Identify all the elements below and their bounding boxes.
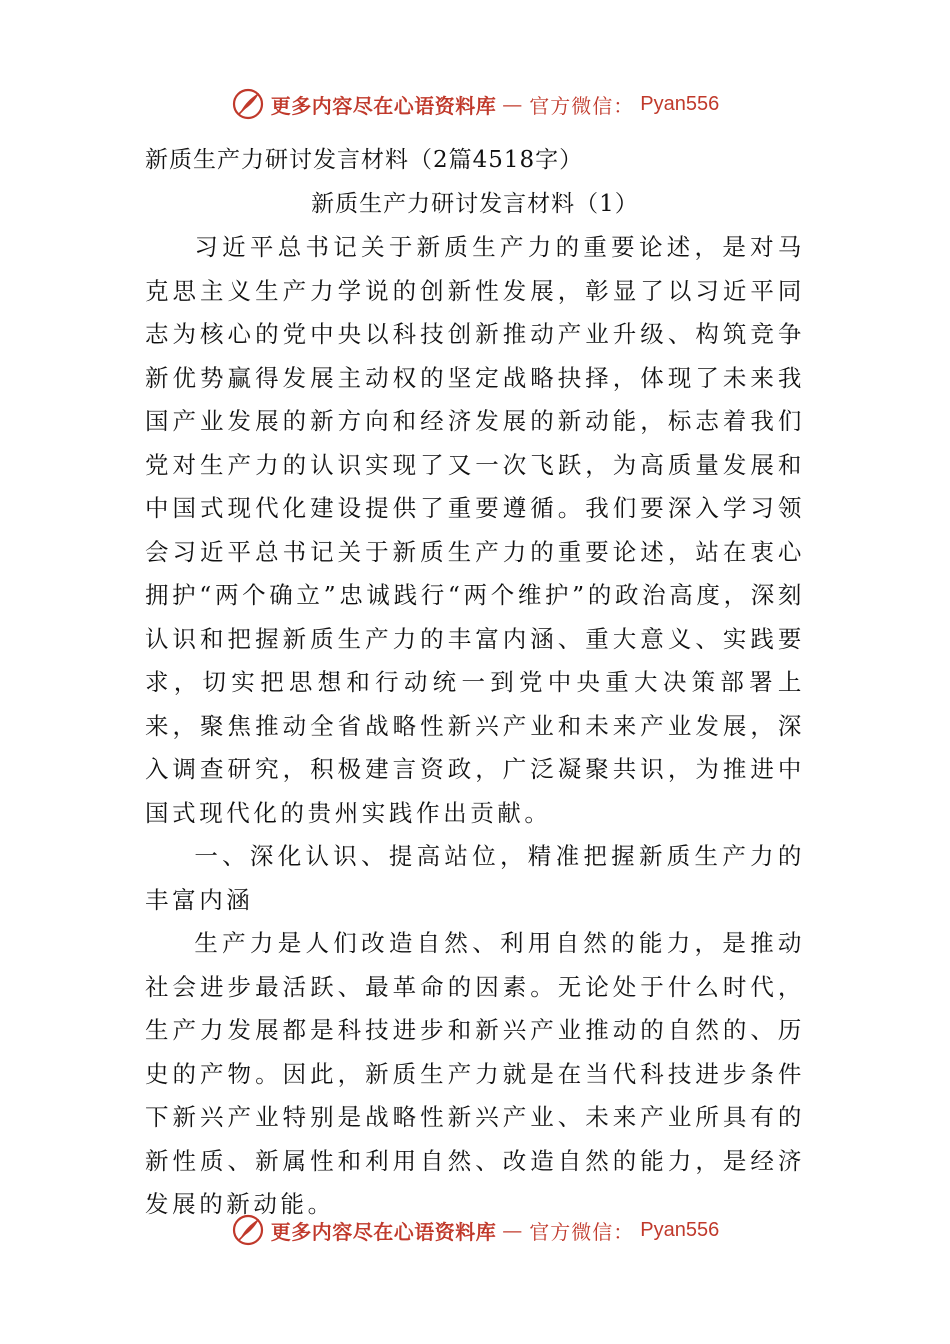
section-subtitle: 新质生产力研讨发言材料（1）: [311, 191, 639, 217]
document-title: 新质生产力研讨发言材料（2篇4518字）: [145, 147, 584, 173]
watermark-text: 更多内容尽在心语资料库: [270, 1219, 497, 1244]
paragraph-intro: 习近平总书记关于新质生产力的重要论述，是对马克思主义生产力学说的创新性发展，彰显了以习近平同志为核心的党中央以科技创新推动产业升级、构筑竞争新优势赢得发展主动权的坚定战略抉择，体现了未来我国产业发展的新方向和经济发展的新动能，标志着我们党对生产力的认识实现了又一次飞跃，为高质量发展和中国式现代化建设提供了重要遵循。我们要深入学习领会习近平总书记关于新质生产力的重要论述，站在衷心拥护“两个确立”忠诚践行“两个维护”的政治高度，深刻认识和把握新质生产力的丰富内涵、重大意义、实践要求，切实把思想和行动统一到党中央重大决策部署上来，聚焦推动全省战略性新兴产业和未来产业发展，深入调查研究，积极建言资政，广泛凝聚共识，为推进中国式现代化的贵州实践作出贡献。: [145, 233, 805, 827]
document-body: [145, 138, 805, 1227]
watermark-dash: —: [502, 1218, 524, 1242]
quill-logo-icon: [231, 87, 265, 121]
watermark-label: 官方微信：: [529, 93, 635, 118]
watermark-dash: —: [502, 92, 524, 116]
footer-watermark: [0, 1210, 950, 1250]
quill-logo-icon: [231, 1213, 265, 1247]
paragraph-productivity: 生产力是人们改造自然、利用自然的能力，是推动社会进步最活跃、最革命的因素。无论处于什么时代，生产力发展都是科技进步和新兴产业推动的自然的、历史的产物。因此，新质生产力就是在当代科技进步条件下新兴产业特别是战略性新兴产业、未来产业所具有的新性质、新属性和利用自然、改造自然的能力，是经济发展的新动能。: [145, 929, 805, 1218]
watermark-wechat-id: Pyan556: [640, 1218, 720, 1241]
watermark-label: 官方微信：: [529, 1219, 635, 1244]
paragraph-heading-1: 一、深化认识、提高站位，精准把握新质生产力的丰富内涵: [145, 842, 805, 914]
watermark-text: 更多内容尽在心语资料库: [270, 93, 497, 118]
header-watermark: [0, 84, 950, 124]
watermark-wechat-id: Pyan556: [640, 92, 720, 115]
